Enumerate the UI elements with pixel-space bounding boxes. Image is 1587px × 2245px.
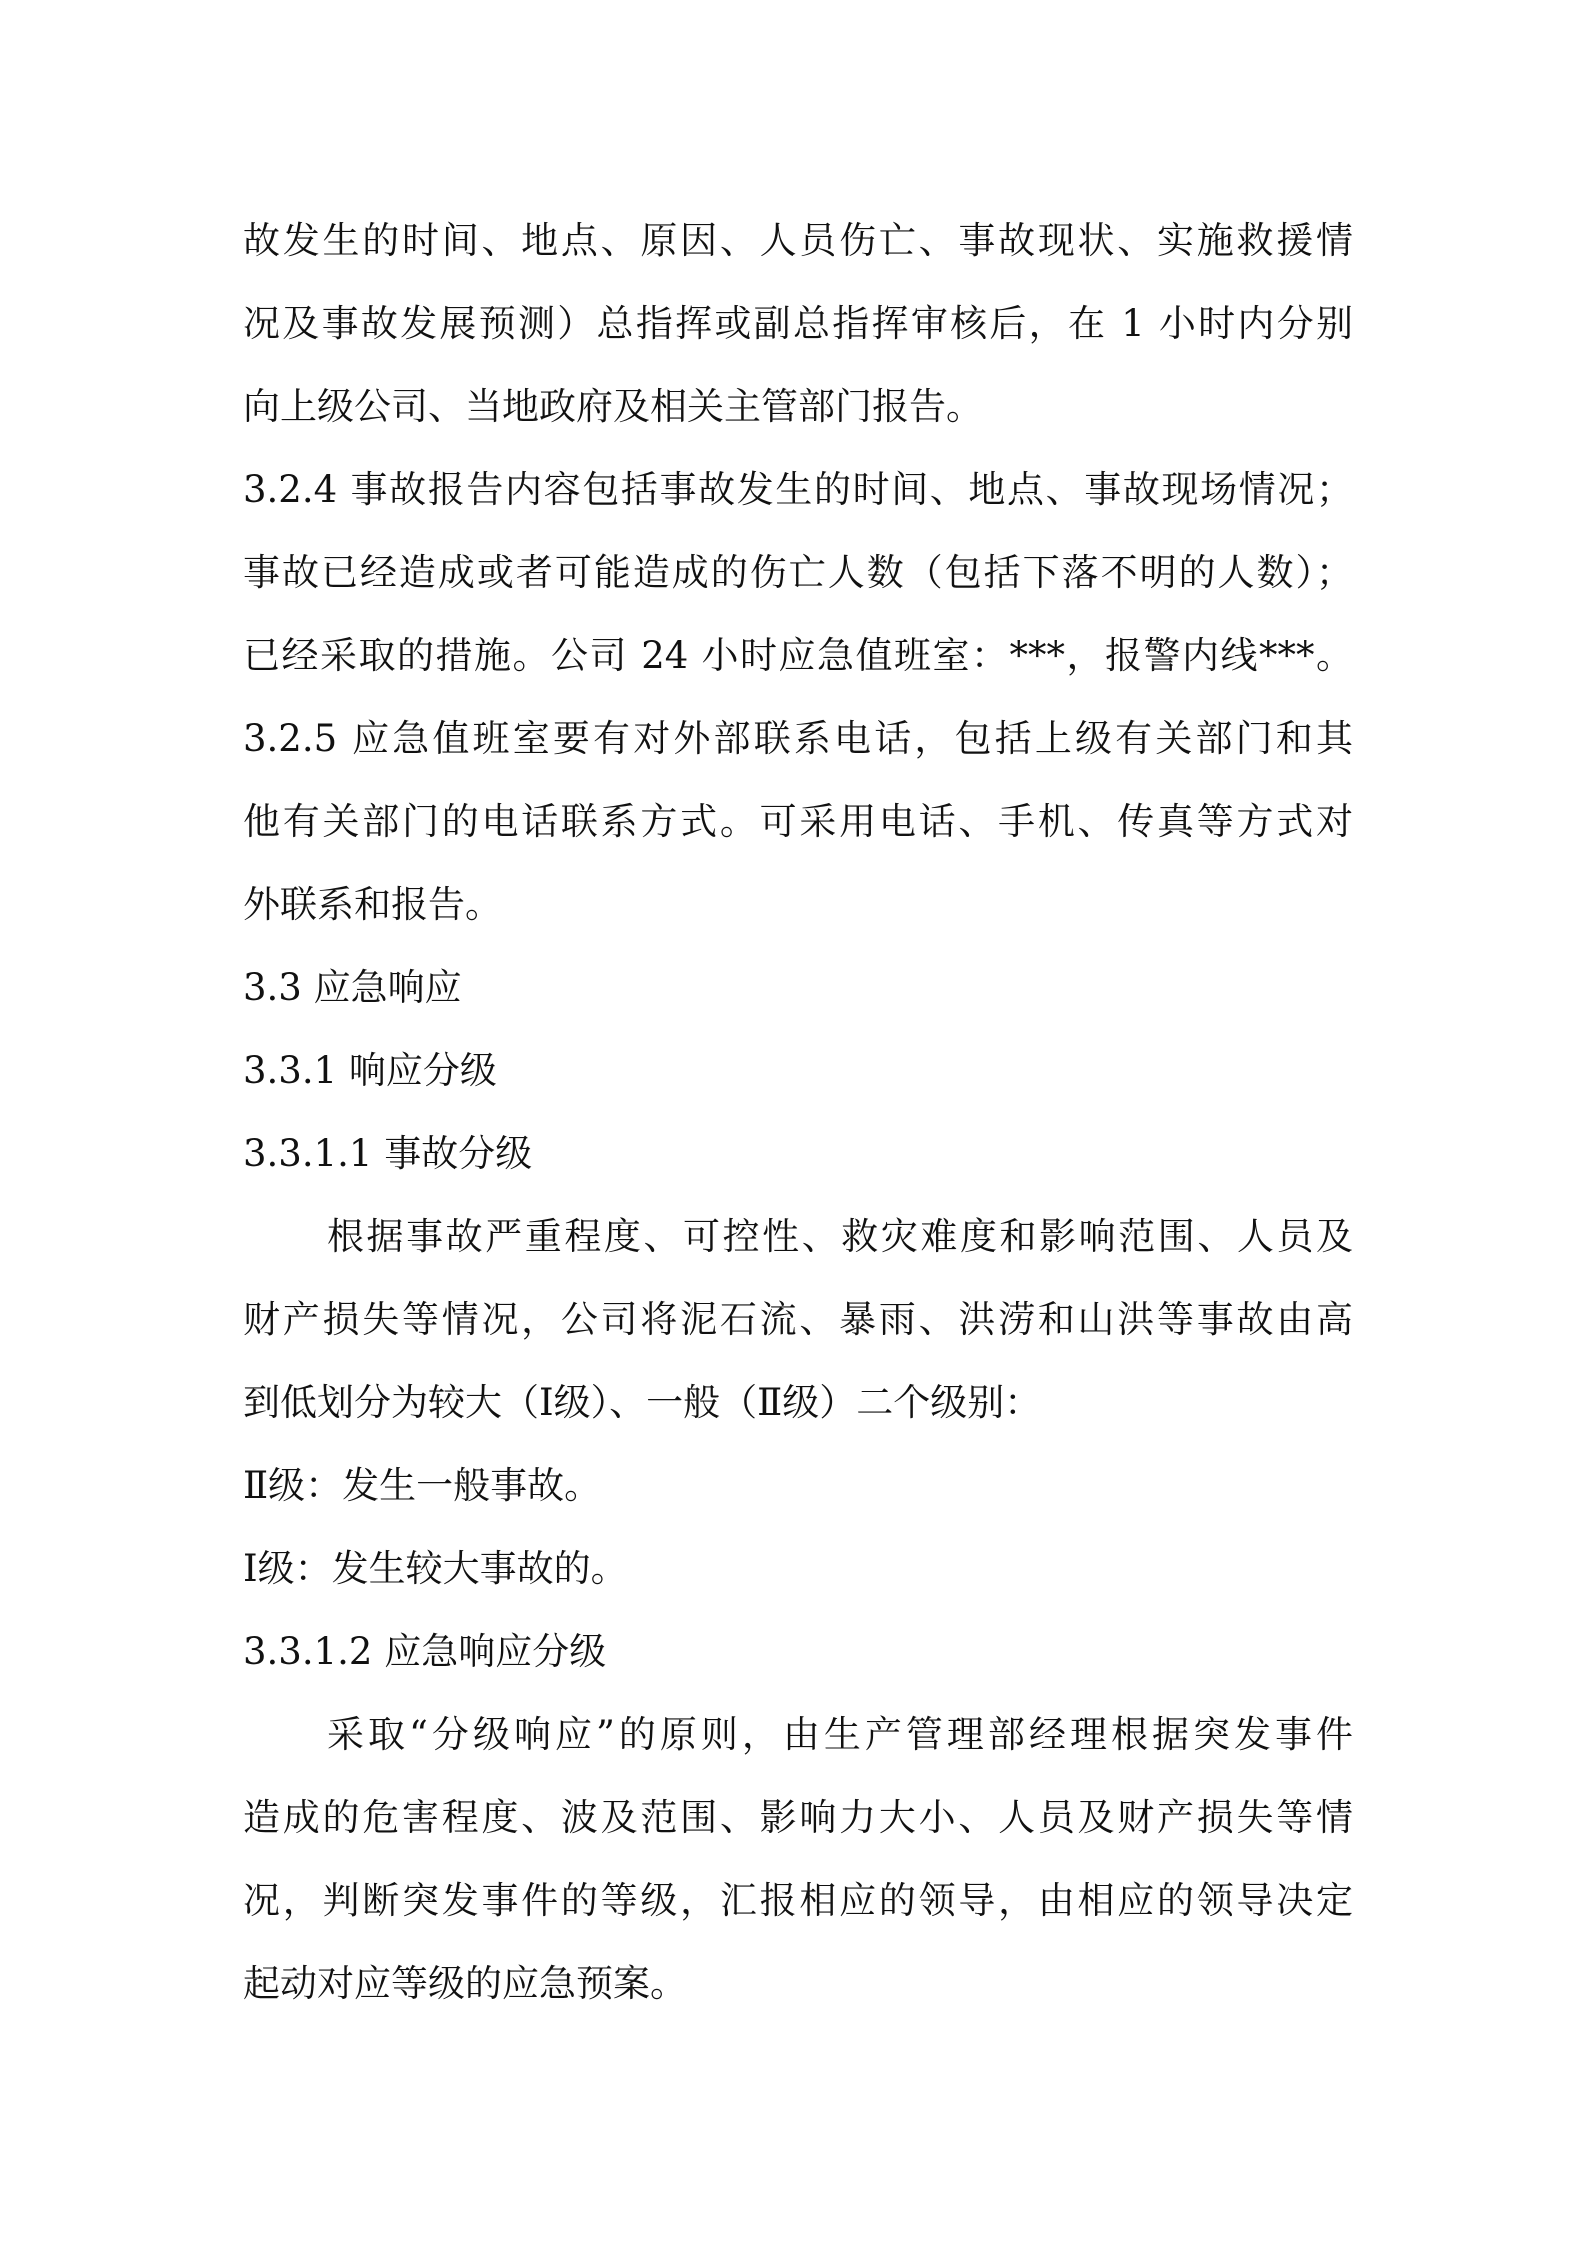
section-3-2-5-line: 3.2.5 应急值班室要有对外部联系电话，包括上级有关部门和其 bbox=[243, 717, 1353, 760]
text-line: 事故已经造成或者可能造成的伤亡人数（包括下落不明的人数）； bbox=[243, 551, 1353, 594]
text-line: 已经采取的措施。公司 24 小时应急值班室：***，报警内线***。 bbox=[243, 634, 1353, 677]
text-line: 他有关部门的电话联系方式。可采用电话、手机、传真等方式对 bbox=[243, 800, 1353, 843]
text-line: 财产损失等情况，公司将泥石流、暴雨、洪涝和山洪等事故由高 bbox=[243, 1298, 1353, 1341]
text-line: 故发生的时间、地点、原因、人员伤亡、事故现状、实施救援情 bbox=[243, 219, 1353, 262]
heading-3-3-1: 3.3.1 响应分级 bbox=[243, 1049, 497, 1092]
level-i-line: Ⅰ级：发生较大事故的。 bbox=[243, 1547, 628, 1590]
paragraph-first-line: 采取“分级响应”的原则，由生产管理部经理根据突发事件 bbox=[327, 1713, 1353, 1756]
text-line: 况及事故发展预测）总指挥或副总指挥审核后，在 1 小时内分别 bbox=[243, 302, 1353, 345]
section-3-2-4-line: 3.2.4 事故报告内容包括事故发生的时间、地点、事故现场情况； bbox=[243, 468, 1353, 511]
page-body bbox=[243, 199, 1353, 2025]
level-ii-line: Ⅱ级：发生一般事故。 bbox=[243, 1464, 602, 1507]
text-line: 外联系和报告。 bbox=[243, 883, 502, 926]
heading-3-3-1-2: 3.3.1.2 应急响应分级 bbox=[243, 1630, 607, 1673]
text-line: 向上级公司、当地政府及相关主管部门报告。 bbox=[243, 385, 983, 428]
text-line: 况，判断突发事件的等级，汇报相应的领导，由相应的领导决定 bbox=[243, 1879, 1353, 1922]
text-line: 起动对应等级的应急预案。 bbox=[243, 1962, 687, 2005]
heading-3-3: 3.3 应急响应 bbox=[243, 966, 462, 1009]
text-line: 到低划分为较大（Ⅰ级）、一般（Ⅱ级）二个级别： bbox=[243, 1381, 1042, 1424]
heading-3-3-1-1: 3.3.1.1 事故分级 bbox=[243, 1132, 533, 1175]
text-line: 造成的危害程度、波及范围、影响力大小、人员及财产损失等情 bbox=[243, 1796, 1353, 1839]
paragraph-first-line: 根据事故严重程度、可控性、救灾难度和影响范围、人员及 bbox=[327, 1215, 1353, 1258]
